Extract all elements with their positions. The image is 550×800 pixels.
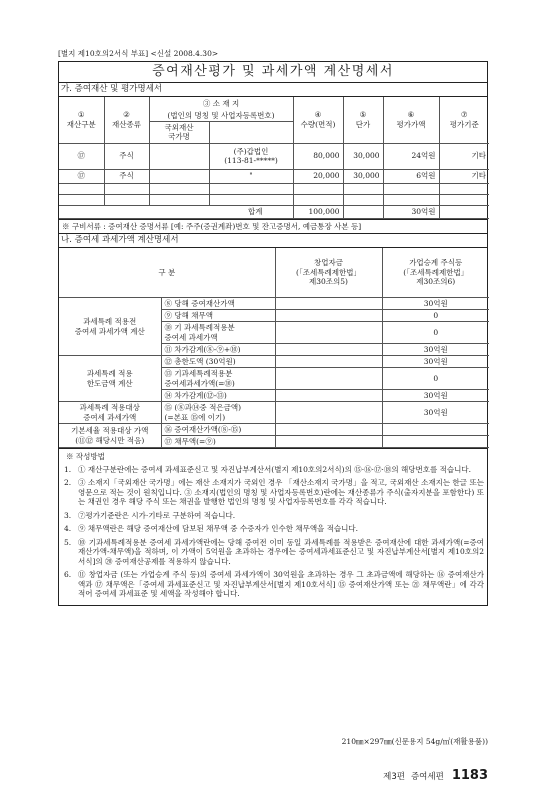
asset-basis: 기타 — [439, 169, 489, 183]
instruction-item: 4. ⑨ 채무액란은 해당 증여재산에 담보된 채무액 중 수증자가 인수한 채무액을 적습니다. — [64, 524, 359, 533]
asset-value: 6억원 — [383, 169, 439, 183]
item-label: ⑬ 기과세특례적용분 증여세과세가액(=⑩) — [161, 368, 275, 390]
item-startup-value — [275, 368, 382, 390]
item-startup-value — [275, 344, 382, 356]
asset-price: 30,000 — [343, 143, 383, 169]
asset-kind: ⑰ — [59, 169, 104, 183]
header-appraised-value: ⑥ 평가가액 — [383, 97, 439, 143]
header-quantity: ④ 수량(면적) — [293, 97, 343, 143]
item-succession-value — [382, 436, 489, 448]
asset-location: (주)갑법인 (113-81-*****) — [209, 143, 293, 169]
item-label: ⑪ 차가감계(⑧-⑨+⑩) — [161, 344, 275, 356]
header-location: ③ 소 재 지 — [149, 97, 293, 110]
header-startup-fund: 창업자금 (「조세특례제한법」 제30조의5) — [275, 248, 382, 298]
section-b-title: 나. 증여세 과세가액 계산명세서 — [59, 234, 487, 248]
item-succession-value: 30억원 — [382, 402, 489, 424]
asset-location: " — [209, 169, 293, 183]
taxable-value-table — [59, 248, 489, 449]
footer-chapter: 제3편 — [383, 772, 405, 782]
footer-section: 증여세편 — [410, 772, 444, 782]
group-label-limit: 과세특례 적용 한도금액 계산 — [59, 356, 161, 402]
item-succession-value: 0 — [382, 322, 489, 344]
required-documents-note: ※ 구비서류 : 증여재산 증명서류 [예: 주주(증권계좌)번호 및 잔고증명서, 예금통장 사본 등] — [59, 219, 487, 234]
instruction-item: 6. ⑪ 창업자금 (또는 가업승계 주식 등)의 증여세 과세가액이 30억원을 초과하는 경우 그 초과금액에 해당하는 ⑯ 증여재산가액과 ⑰ 채무액은「증여세 과세표준신고 및 자진납부계산서[별지 제10호서식] ⑮ 증여재산가액 또는 ㉑ 채무액란」에 각각 적어 증여세 과세표준 및 세액을 작성해야 합니다. — [64, 570, 484, 598]
asset-row-empty — [59, 194, 489, 205]
asset-total-row — [59, 205, 489, 218]
item-succession-value: 30억원 — [382, 344, 489, 356]
item-startup-value — [275, 298, 382, 310]
asset-type: 주식 — [104, 169, 149, 183]
item-startup-value — [275, 436, 382, 448]
item-succession-value: 30억원 — [382, 356, 489, 368]
item-succession-value: 30억원 — [382, 298, 489, 310]
header-business-succession: 가업승계 주식등 (「조세특례제한법」 제30조의6) — [382, 248, 489, 298]
total-label: 합계 — [59, 205, 293, 218]
item-label: ⑧ 당해 증여재산가액 — [161, 298, 275, 310]
form-frame — [58, 61, 488, 606]
asset-quantity: 80,000 — [293, 143, 343, 169]
total-value: 30억원 — [383, 205, 439, 218]
form-reference: [별지 제10호의2서식 부표] <신설 2008.4.30> — [58, 49, 219, 58]
item-succession-value: 0 — [382, 310, 489, 322]
asset-quantity: 20,000 — [293, 169, 343, 183]
header-location-blank — [209, 121, 293, 143]
item-startup-value — [275, 424, 382, 436]
header-unit-price: ⑤ 단가 — [343, 97, 383, 143]
header-asset-type: ② 재산종류 — [104, 97, 149, 143]
header-location-sub: (법인의 명칭 및 사업자등록번호) — [149, 110, 293, 121]
item-label: ⑰ 채무액(=⑨) — [161, 436, 275, 448]
instruction-item: 3. ⑦평가기준란은 시가·기타로 구분하여 적습니다. — [64, 510, 236, 520]
asset-basis: 기타 — [439, 143, 489, 169]
asset-row-empty — [59, 183, 489, 194]
instructions-heading: ※ 작성방법 — [66, 452, 105, 461]
header-foreign-country: 국외재산 국가명 — [149, 121, 209, 143]
item-startup-value — [275, 356, 382, 368]
asset-country — [149, 169, 209, 183]
form-title: 증여재산평가 및 과세가액 계산명세서 — [59, 62, 487, 83]
item-succession-value — [382, 424, 489, 436]
asset-price: 30,000 — [343, 169, 383, 183]
paper-spec: 210㎜×297㎜(신문용지 54g/㎡(재활용품)) — [341, 737, 488, 746]
item-label: ⑮ (⑧과⑭중 적은금액) (=본표 ⑮에 이기) — [161, 402, 275, 424]
page-footer — [383, 768, 488, 783]
page-number: 1183 — [451, 768, 488, 783]
item-label: ⑫ 총한도액 (30억원) — [161, 356, 275, 368]
asset-row — [59, 169, 489, 183]
asset-type: 주식 — [104, 143, 149, 169]
asset-country — [149, 143, 209, 169]
instructions — [59, 448, 487, 605]
item-succession-value: 30억원 — [382, 390, 489, 402]
item-label: ⑯ 증여재산가액(⑧-⑮) — [161, 424, 275, 436]
header-asset-category: ① 재산구분 — [59, 97, 104, 143]
item-startup-value — [275, 322, 382, 344]
instruction-item: 5. ⑩ 기과세특례적용분 증여세 과세가액란에는 당해 증여전 이미 동일 과세특례를 적용받은 증여재산에 대한 과세가액(=증여재산가액-채무액)을 적하며, 이 가액이 5억원을 초과하는 경우에는 증여세과세표준신고 및 자진납부계산서[별지 제10호의2서식]의 ⑳ 증여재산공제를 적용하지 않습니다. — [64, 537, 484, 566]
section-a-title: 가. 증여재산 및 평가명세서 — [59, 83, 487, 97]
item-succession-value: 0 — [382, 368, 489, 390]
instruction-item: 2. ③ 소재지「국외재산 국가명」에는 재산 소재지가 국외인 경우 「재산소재지 국가명」을 적고, 국외재산 소재지는 한글 또는 영문으로 적는 것이 원칙입니다. ③ 소재지(법인의 명칭 및 사업자등록번호)란에는 재산종류가 주식(출자지분을 포함한다) 또는 채권인 경우 해당 주식 또는 채권을 발행한 법인의 명칭 및 사업자등록번호를 각각 적습니다. — [64, 478, 484, 506]
asset-valuation-table — [59, 97, 489, 219]
asset-row — [59, 143, 489, 169]
item-label: ⑨ 당해 채무액 — [161, 310, 275, 322]
item-startup-value — [275, 310, 382, 322]
item-startup-value — [275, 402, 382, 424]
instruction-item: 1. ① 재산구분란에는 증여세 과세표준신고 및 자진납부계산서(별지 제10호의2서식)의 ⑮·⑯·⑰·⑱의 해당번호를 적습니다. — [64, 464, 471, 474]
group-label-pre-special: 과세특례 적용전 증여세 과세가액 계산 — [59, 298, 161, 356]
item-label: ⑭ 차가감계(⑫-⑬) — [161, 390, 275, 402]
item-label: ⑩ 기 과세특례적용분 증여세 과세가액 — [161, 322, 275, 344]
asset-kind: ⑰ — [59, 143, 104, 169]
header-category: 구 분 — [59, 248, 275, 298]
total-quantity: 100,000 — [293, 205, 343, 218]
item-startup-value — [275, 390, 382, 402]
header-valuation-basis: ⑦ 평가기준 — [439, 97, 489, 143]
form-page — [58, 48, 488, 606]
group-label-special-target: 과세특례 적용대상 증여세 과세가액 — [59, 402, 161, 424]
group-label-basic-rate: 기본세율 적용대상 가액 (⑪⑫ 해당시만 적음) — [59, 424, 161, 448]
asset-value: 24억원 — [383, 143, 439, 169]
